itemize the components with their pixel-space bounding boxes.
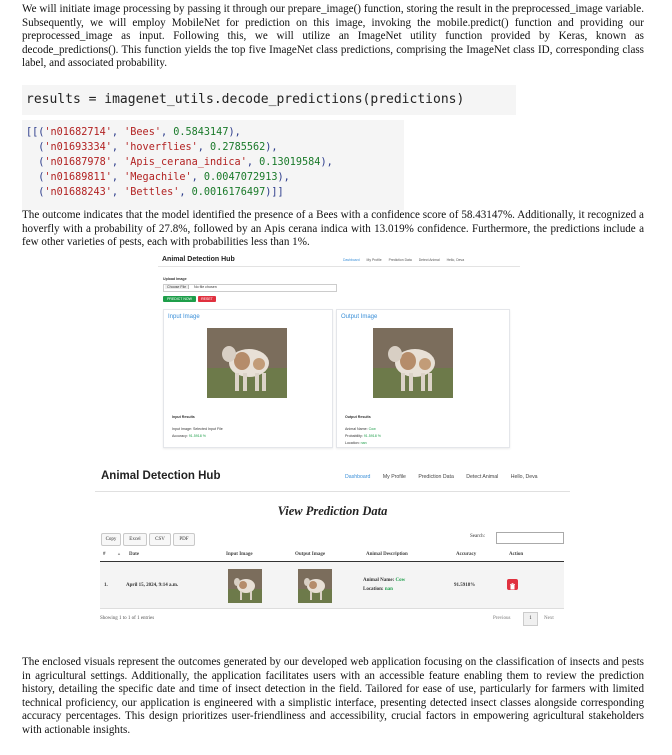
no-file-text: No file chosen xyxy=(194,285,217,289)
animal-name-line xyxy=(345,427,376,431)
predict-button[interactable]: PREDICT NOW xyxy=(163,296,196,302)
row-accuracy: 91.5918% xyxy=(454,583,476,588)
input-image xyxy=(207,328,287,398)
pred-label: 'hoverflies' xyxy=(124,141,198,153)
cow-photo xyxy=(373,328,453,398)
file-input[interactable] xyxy=(163,284,337,292)
row-output-image[interactable] xyxy=(298,569,332,603)
accuracy-line xyxy=(172,434,206,438)
top-nav xyxy=(343,258,464,262)
choose-file-button[interactable]: Choose File xyxy=(165,285,189,289)
location-label: Location: xyxy=(345,441,360,445)
row-number: 1. xyxy=(104,583,108,588)
code-statement: results = imagenet_utils.decode_predictions(predictions) xyxy=(22,85,516,115)
accuracy-value: 91.5918 % xyxy=(188,434,206,438)
col-number[interactable]: # xyxy=(103,552,106,557)
nav-prediction-data[interactable]: Prediction Data xyxy=(388,258,412,262)
accuracy-label: Accuracy: xyxy=(172,434,188,438)
cow-thumbnail xyxy=(298,569,332,603)
predictions-output: [[('n01682714', 'Bees', 0.5843147), ('n01693334', 'hoverflies', 0.2785562), ('n01687978', 'Apis_cerana_indica', 0.13019584), ('n01689811', 'Megachile', 0.0047072913), ('n01688243', 'Bettles', 0.0016176497)]] xyxy=(22,120,404,210)
input-image-title: Input Image xyxy=(168,314,200,320)
page-1[interactable]: 1 xyxy=(523,612,538,626)
nav-dashboard[interactable]: Dashboard xyxy=(343,258,360,262)
sort-icon: ▲ xyxy=(117,551,121,556)
nav-detect-animal[interactable]: Detect Animal xyxy=(418,258,440,262)
delete-button[interactable] xyxy=(507,579,518,590)
nav-profile[interactable]: My Profile xyxy=(366,258,382,262)
nav-detect-animal[interactable]: Detect Animal xyxy=(466,474,499,480)
trash-icon xyxy=(507,581,518,592)
animal-name-value: Cow xyxy=(395,578,406,583)
detection-screenshot xyxy=(158,254,520,454)
pred-prob: 0.0047072913 xyxy=(203,171,278,183)
pred-id: 'n01689811' xyxy=(44,171,112,183)
outcome-paragraph: The outcome indicates that the model identified the presence of a Bees with a confidence score of 58.43147%. Additionally, it recognized a hoverfly with a probability of 27.8%, followed by an Apis cerana indica with 13.019% confidence. Furthermore, the predictions include a few other varieties of pests, each with probabilities less than 1%. xyxy=(22,209,644,249)
pred-label: 'Bettles' xyxy=(124,186,180,198)
header-divider xyxy=(95,491,570,492)
nav-dashboard[interactable]: Dashboard xyxy=(345,474,371,480)
header-divider xyxy=(158,266,520,267)
nav-profile[interactable]: My Profile xyxy=(382,474,406,480)
copy-button[interactable]: Copy xyxy=(101,533,121,546)
excel-button[interactable]: Excel xyxy=(123,533,147,546)
reset-button[interactable]: RESET xyxy=(198,296,216,302)
output-image-panel xyxy=(336,309,510,448)
upload-label: Upload Image xyxy=(163,277,187,281)
cow-thumbnail xyxy=(228,569,262,603)
pred-id: 'n01682714' xyxy=(44,127,112,138)
pred-id: 'n01688243' xyxy=(44,186,112,198)
previous-page[interactable]: Previous xyxy=(493,616,511,621)
pred-prob: 0.0016176497 xyxy=(191,186,266,198)
location-line xyxy=(345,441,367,445)
nav-user-menu[interactable]: Hello, Deva xyxy=(510,474,538,480)
col-input-image[interactable]: Input Image xyxy=(226,552,253,557)
col-action[interactable]: Action xyxy=(509,552,524,557)
row-animal-name xyxy=(363,578,405,583)
pred-prob: 0.2785562 xyxy=(210,141,266,153)
entries-info: Showing 1 to 1 of 1 entries xyxy=(100,616,155,621)
row-date: April 15, 2024, 9:14 a.m. xyxy=(126,583,179,588)
pred-prob: 0.5843147 xyxy=(173,127,229,138)
output-results-heading: Output Results xyxy=(345,415,371,419)
probability-label: Probability: xyxy=(345,434,363,438)
pred-prob: 0.13019584 xyxy=(259,156,321,168)
csv-button[interactable]: CSV xyxy=(149,533,171,546)
pred-label: 'Megachile' xyxy=(124,171,192,183)
output-image-title: Output Image xyxy=(341,314,378,320)
cow-photo xyxy=(207,328,287,398)
input-results-heading: Input Results xyxy=(172,415,195,419)
col-accuracy[interactable]: Accuracy xyxy=(456,552,477,557)
conclusion-paragraph: The enclosed visuals represent the outcomes generated by our developed web application focusing on the classification of insects and pests in agricultural settings. Additionally, the application facilitates users with an accessible feature enabling them to review the prediction history, detailing the specific date and time of insect detection in the field. Tailored for ease of use, particularly for farmers with limited technical proficiency, our application is engineered with a simplistic interface, presenting detected insect classes alongside corresponding accuracy percentages. This design prioritizes user-friendliness and accessibility, crucial factors in empowering agricultural stakeholders with actionable insights. xyxy=(22,656,644,736)
next-page[interactable]: Next xyxy=(544,616,554,621)
col-animal-description[interactable]: Animal Description xyxy=(366,552,408,557)
nav-prediction-data[interactable]: Prediction Data xyxy=(418,474,454,480)
animal-name-label: Animal Name: xyxy=(363,578,395,583)
prediction-data-screenshot xyxy=(95,462,570,637)
pred-id: 'n01693334' xyxy=(44,141,112,153)
intro-paragraph: We will initiate image processing by passing it through our prepare_image() function, storing the result in the preprocessed_image variable. Subsequently, we will employ MobileNet for prediction on this image, invoking the mobile.predict() function and providing our preprocessed_image as input. Following this, we will utilize an ImageNet utility function provided by Keras, known as decode_predictions(). This function yields the top five ImageNet class predictions, comprising the ImageNet class ID, corresponding class label, and associated probability. xyxy=(22,3,644,70)
location-value: nan xyxy=(360,441,367,445)
page-title: View Prediction Data xyxy=(277,504,388,518)
probability-line xyxy=(345,434,381,438)
animal-name-label: Animal Name: xyxy=(345,427,368,431)
location-label: Location: xyxy=(363,587,384,592)
animal-name-value: Cow xyxy=(368,427,376,431)
search-input[interactable] xyxy=(496,532,564,544)
row-input-image[interactable] xyxy=(228,569,262,603)
location-value: nan xyxy=(384,587,393,592)
pred-id: 'n01687978' xyxy=(44,156,112,168)
search-label: Search: xyxy=(470,534,485,539)
row-location xyxy=(363,587,393,592)
output-image xyxy=(373,328,453,398)
top-nav xyxy=(345,474,538,480)
app-title: Animal Detection Hub xyxy=(101,470,221,482)
col-output-image[interactable]: Output Image xyxy=(295,552,326,557)
app-title: Animal Detection Hub xyxy=(162,256,235,263)
pred-label: 'Apis_cerana_indica' xyxy=(124,156,247,168)
nav-user-menu[interactable]: Hello, Deva xyxy=(446,258,465,262)
col-date[interactable]: Date xyxy=(129,552,139,557)
pred-label: 'Bees' xyxy=(124,127,161,138)
probability-value: 91.5918 % xyxy=(363,434,381,438)
pdf-button[interactable]: PDF xyxy=(173,533,195,546)
input-image-panel xyxy=(163,309,333,448)
input-image-line: Input Image: Selected Input File xyxy=(172,427,223,431)
